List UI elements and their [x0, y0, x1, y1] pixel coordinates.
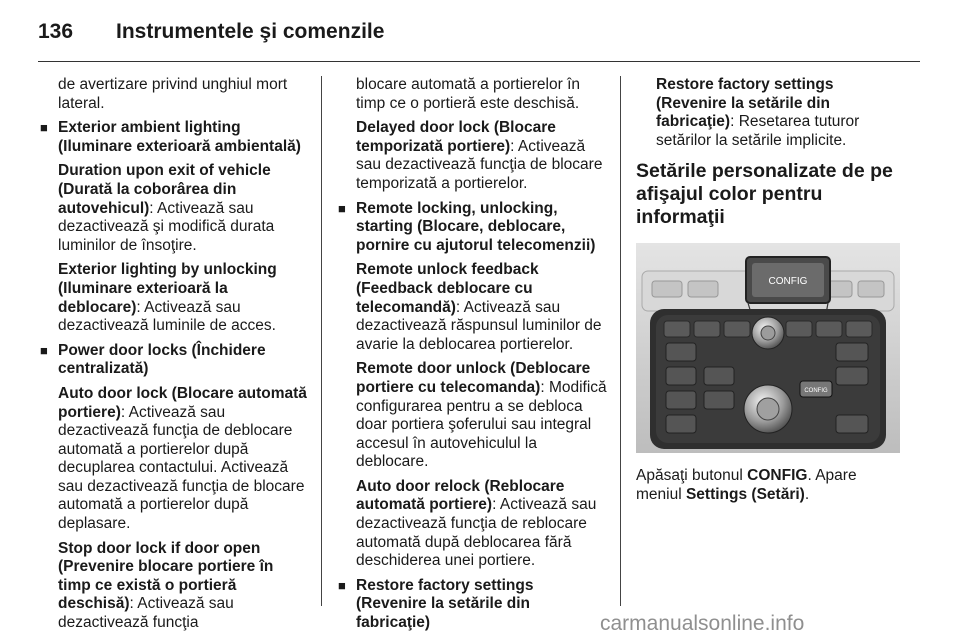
setting-description: : Activează sau dezactivează funcţia de deblocare automată a portierelor după decuplarea contactului. Activează sau dezactivează funcţia de blocare automată a portierelor după deplasare.	[58, 403, 305, 533]
config-keyword: CONFIG	[747, 467, 808, 485]
bullet-remote-locking	[336, 200, 608, 256]
bullet-restore-factory-settings	[336, 577, 608, 633]
instruction-mid: . Apare meniul	[636, 467, 857, 503]
setting-auto-door-relock	[336, 478, 608, 571]
continued-text: blocare automată a portierelor în timp ce o portieră este deschisă.	[356, 76, 581, 112]
column-divider-1	[321, 76, 322, 606]
config-panel-photo	[636, 243, 900, 453]
setting-auto-door-lock	[38, 385, 308, 534]
setting-title: Auto door lock (Blocare automată portiere)	[58, 384, 307, 421]
setting-description: : Activează sau dezactivează funcţia de reblocare automată după deblocarea fără deschiderea unei portiere.	[356, 496, 597, 570]
column-1	[38, 76, 308, 639]
setting-delayed-door-lock	[336, 119, 608, 193]
bullet-title: Exterior ambient lighting (Iluminare exterioară ambientală)	[58, 119, 301, 155]
setting-restore-factory	[636, 76, 906, 150]
setting-title: Remote unlock feedback (Feedback deblocare cu telecomandă)	[356, 261, 539, 316]
config-callout-label: CONFIG	[768, 276, 808, 288]
setting-duration-upon-exit	[38, 162, 308, 255]
setting-title: Exterior lighting by unlocking (Iluminare exterioară la deblocare)	[58, 261, 277, 316]
setting-description: : Resetarea tuturor setărilor la setările implicite.	[656, 113, 860, 149]
setting-description: : Activează sau dezactivează răspunsul luminilor de avarie la deblocarea portierelor.	[356, 298, 602, 353]
setting-exterior-lighting-unlocking	[38, 261, 308, 335]
column-2	[336, 76, 608, 639]
bullet-square-icon: ■	[40, 120, 48, 136]
column-3	[636, 76, 906, 511]
instruction-end: .	[804, 485, 810, 503]
setting-title: Delayed door lock (Blocare temporizată portiere)	[356, 119, 556, 155]
column-divider-2	[620, 76, 621, 606]
setting-description: : Activează sau dezactivează şi modifică durata luminilor de însoţire.	[58, 199, 275, 254]
setting-description: : Activează sau dezactivează funcţia	[58, 595, 234, 632]
chapter-title: Instrumentele şi comenzile	[116, 20, 385, 43]
bullet-power-door-locks	[38, 342, 308, 379]
continued-text: de avertizare privind unghiul mort lateral.	[58, 76, 288, 112]
bullet-square-icon: ■	[40, 342, 48, 358]
settings-keyword: Settings (Setări)	[685, 485, 805, 503]
instruction-text	[636, 467, 906, 504]
watermark: carmanualsonline.info	[600, 612, 805, 635]
page-number: 136	[38, 20, 74, 43]
bullet-title: Restore factory settings (Revenire la setările din fabricaţie)	[356, 576, 534, 632]
page-header	[38, 18, 920, 62]
setting-remote-unlock-feedback	[336, 261, 608, 354]
bullet-title: Power door locks (Închidere centralizată)	[58, 341, 266, 378]
setting-description: : Activează sau dezactivează funcţia de blocare temporizată a portierelor.	[356, 137, 603, 192]
setting-remote-door-unlock	[336, 360, 608, 472]
section-heading: Setările personalizate de pe afişajul color pentru informaţii	[636, 160, 893, 229]
bullet-square-icon: ■	[338, 577, 346, 593]
setting-title: Stop door lock if door open (Prevenire blocare portiere în timp ce există o portieră deschisă)	[58, 539, 274, 613]
config-button-small-label: CONFIG	[804, 388, 828, 395]
setting-title: Auto door relock (Reblocare automată portiere)	[356, 477, 565, 514]
bullet-exterior-ambient-lighting	[38, 119, 308, 156]
setting-description: : Modifică configurarea pentru a se debloca doar portiera şoferului sau integral accesul în autovehiculul la deblocare.	[356, 378, 607, 471]
setting-title: Duration upon exit of vehicle (Durată la coborârea din autovehicul)	[58, 162, 271, 217]
setting-title: Restore factory settings (Revenire la setările din fabricaţie)	[656, 76, 834, 131]
bullet-title: Remote locking, unlocking, starting (Blocare, deblocare, pornire cu ajutorul telecomenzii)	[356, 199, 596, 254]
setting-description: : Activează sau dezactivează luminile de acces.	[58, 298, 276, 335]
setting-stop-door-lock	[38, 540, 308, 633]
control-panel-illustration	[636, 243, 900, 453]
setting-title: Remote door unlock (Deblocare portiere cu telecomanda)	[356, 360, 591, 396]
bullet-square-icon: ■	[338, 200, 346, 216]
instruction-pre: Apăsaţi butonul	[636, 467, 748, 485]
